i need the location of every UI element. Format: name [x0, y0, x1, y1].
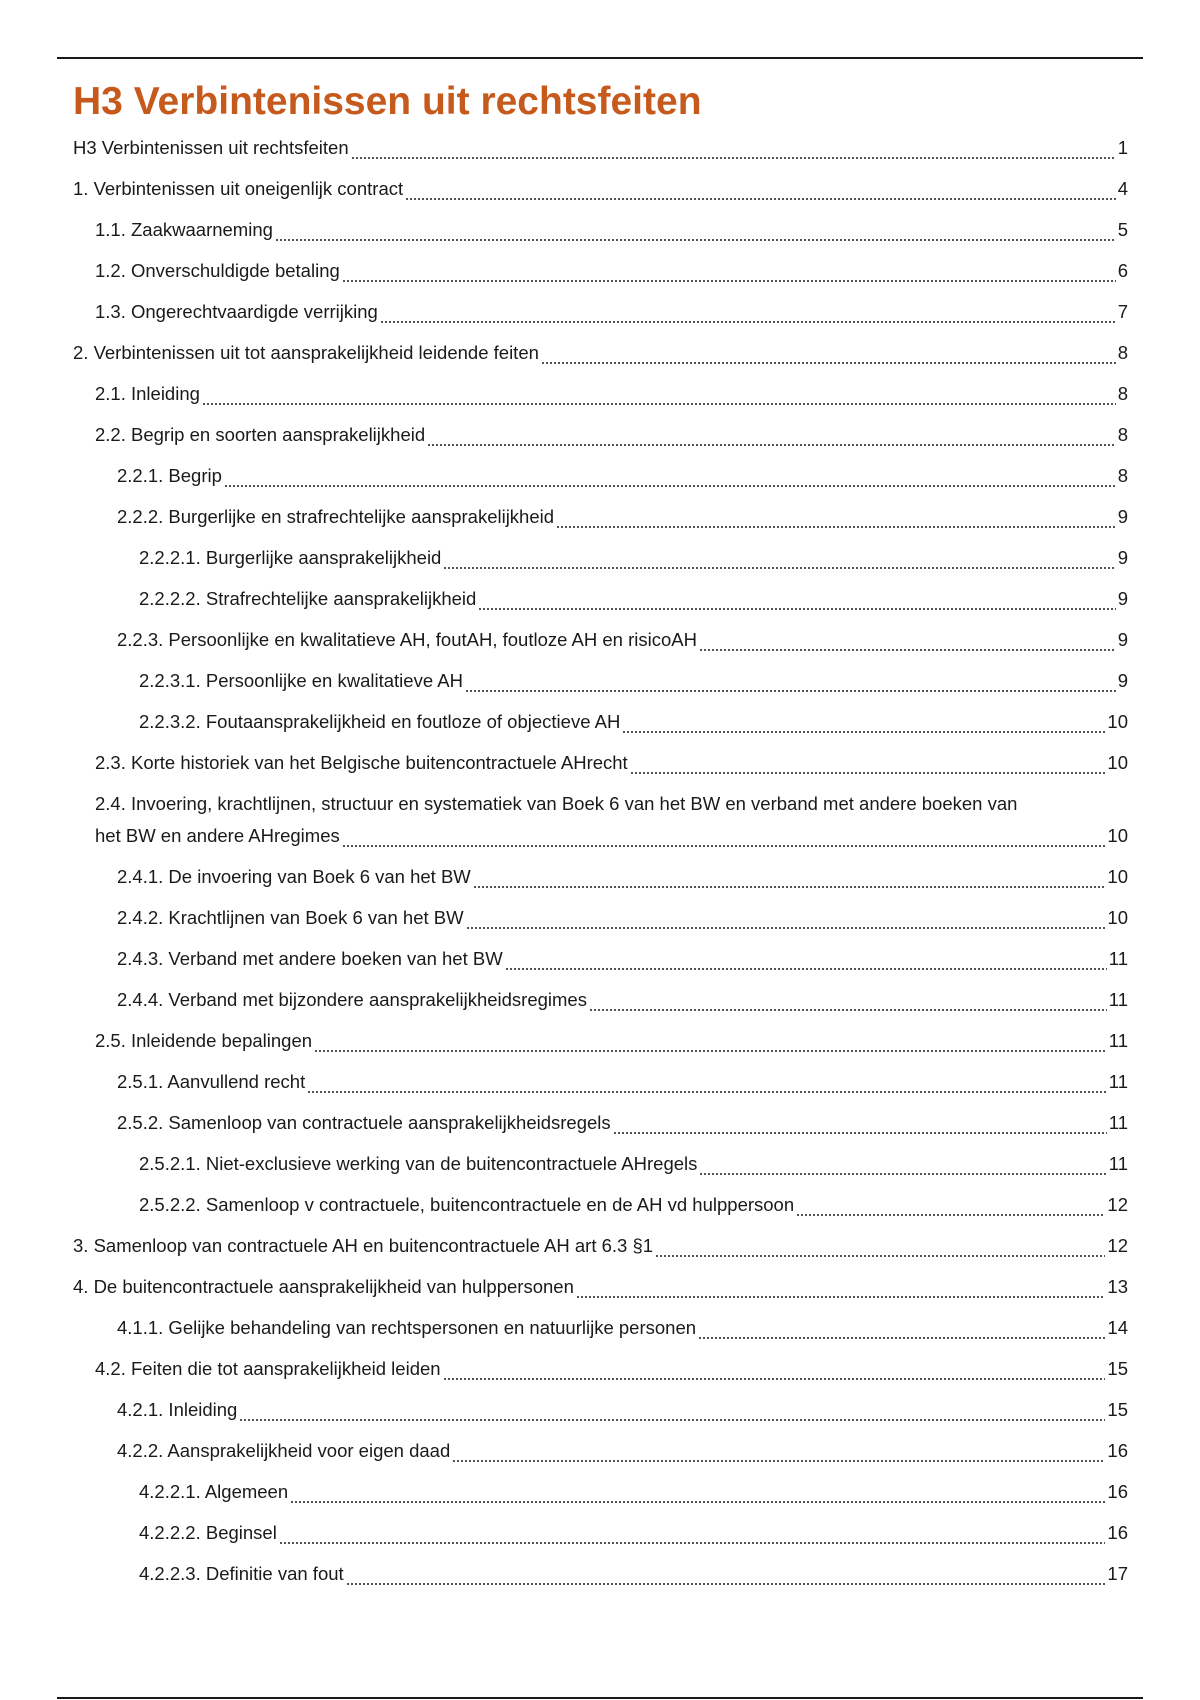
- toc-leader: [427, 419, 1116, 451]
- toc-entry-text: 1.1. Zaakwaarneming: [95, 219, 273, 240]
- toc-leader: [443, 542, 1115, 574]
- toc-leader: [698, 1312, 1105, 1344]
- toc-leader: [699, 1148, 1106, 1180]
- toc-page-number: 8: [1117, 383, 1128, 404]
- toc-entry[interactable]: [73, 984, 1128, 1016]
- toc-entry[interactable]: [73, 1435, 1128, 1467]
- toc-page-number: 9: [1117, 547, 1128, 568]
- toc-leader: [452, 1435, 1105, 1467]
- toc-entry[interactable]: [73, 337, 1128, 369]
- toc-entry-text: 3. Samenloop van contractuele AH en buitencontractuele AH art 6.3 §1: [73, 1235, 654, 1256]
- toc-page-number: 11: [1108, 948, 1128, 969]
- toc-leader: [576, 1271, 1106, 1303]
- toc-leader: [613, 1107, 1107, 1139]
- toc-page-number: 11: [1108, 1112, 1128, 1133]
- toc-entry[interactable]: [73, 132, 1128, 164]
- toc-entry[interactable]: [73, 1558, 1128, 1590]
- toc-entry[interactable]: [73, 173, 1128, 205]
- toc-page-number: 9: [1117, 670, 1128, 691]
- table-of-contents: [73, 132, 1128, 1599]
- toc-page-number: 9: [1117, 588, 1128, 609]
- toc-leader: [622, 706, 1105, 738]
- toc-entry-text: 1.3. Ongerechtvaardigde verrijking: [95, 301, 378, 322]
- toc-page-number: 9: [1117, 506, 1128, 527]
- toc-entry-text: 2.2.3. Persoonlijke en kwalitatieve AH, foutAH, foutloze AH en risicoAH: [117, 629, 697, 650]
- toc-entry-text-continued: het BW en andere AHregimes: [95, 825, 340, 846]
- toc-entry-text: 2.5.2. Samenloop van contractuele aansprakelijkheidsregels: [117, 1112, 611, 1133]
- toc-entry-text: 2.5.2.1. Niet-exclusieve werking van de buitencontractuele AHregels: [139, 1153, 698, 1174]
- toc-leader: [380, 296, 1116, 328]
- toc-page-number: 8: [1117, 342, 1128, 363]
- toc-leader: [290, 1476, 1105, 1508]
- toc-entry-text: 2.2.2.1. Burgerlijke aansprakelijkheid: [139, 547, 442, 568]
- bottom-rule: [57, 1697, 1143, 1699]
- toc-entry-text: 4.2.2. Aansprakelijkheid voor eigen daad: [117, 1440, 451, 1461]
- toc-entry[interactable]: [73, 296, 1128, 328]
- toc-entry[interactable]: [73, 1025, 1128, 1057]
- toc-page-number: 15: [1107, 1399, 1128, 1420]
- toc-page-number: 17: [1107, 1563, 1128, 1584]
- toc-page-number: 1: [1117, 137, 1128, 158]
- toc-entry[interactable]: [73, 1230, 1128, 1262]
- toc-page-number: 10: [1107, 907, 1128, 928]
- toc-page-number: 7: [1117, 301, 1128, 322]
- toc-entry-text: 2.3. Korte historiek van het Belgische buitencontractuele AHrecht: [95, 752, 628, 773]
- toc-leader: [478, 583, 1115, 615]
- toc-entry[interactable]: [73, 1189, 1128, 1221]
- toc-entry-text: 4.2. Feiten die tot aansprakelijkheid leiden: [95, 1358, 441, 1379]
- toc-entry-text: 2.2.1. Begrip: [117, 465, 222, 486]
- toc-entry[interactable]: [73, 1517, 1128, 1549]
- toc-entry[interactable]: [73, 706, 1128, 738]
- toc-entry[interactable]: [73, 902, 1128, 934]
- toc-leader: [556, 501, 1116, 533]
- toc-leader: [699, 624, 1116, 656]
- toc-page-number: 12: [1107, 1194, 1128, 1215]
- toc-entry-text: 2.4.1. De invoering van Boek 6 van het BW: [117, 866, 471, 887]
- toc-entry-text: H3 Verbintenissen uit rechtsfeiten: [73, 137, 349, 158]
- toc-page-number: 8: [1117, 424, 1128, 445]
- toc-page-number: 16: [1107, 1522, 1128, 1543]
- toc-leader: [239, 1394, 1105, 1426]
- toc-leader: [224, 460, 1116, 492]
- toc-entry-text: 2.1. Inleiding: [95, 383, 200, 404]
- toc-entry-text: 2.4.3. Verband met andere boeken van het BW: [117, 948, 503, 969]
- toc-entry-text: 4. De buitencontractuele aansprakelijkheid van hulppersonen: [73, 1276, 574, 1297]
- toc-leader: [314, 1025, 1107, 1057]
- toc-entry[interactable]: [73, 214, 1128, 246]
- toc-entry[interactable]: [73, 1107, 1128, 1139]
- toc-page-number: 8: [1117, 465, 1128, 486]
- toc-leader: [630, 747, 1106, 779]
- toc-leader: [342, 255, 1116, 287]
- toc-page-number: 12: [1107, 1235, 1128, 1256]
- toc-leader: [466, 902, 1106, 934]
- toc-entry[interactable]: [73, 1394, 1128, 1426]
- toc-entry[interactable]: [73, 1312, 1128, 1344]
- toc-entry-text: 2.2.2.2. Strafrechtelijke aansprakelijkheid: [139, 588, 477, 609]
- toc-entry[interactable]: [73, 542, 1128, 574]
- page-title: H3 Verbintenissen uit rechtsfeiten: [73, 80, 702, 123]
- toc-entry[interactable]: [73, 378, 1128, 410]
- toc-entry[interactable]: [73, 624, 1128, 656]
- toc-entry-text: 4.1.1. Gelijke behandeling van rechtspersonen en natuurlijke personen: [117, 1317, 697, 1338]
- toc-leader: [541, 337, 1116, 369]
- toc-page-number: 10: [1107, 711, 1128, 732]
- toc-entry-text: 2.2.3.1. Persoonlijke en kwalitatieve AH: [139, 670, 463, 691]
- toc-entry-text: 2. Verbintenissen uit tot aansprakelijkheid leidende feiten: [73, 342, 539, 363]
- toc-page-number: 11: [1108, 1153, 1128, 1174]
- toc-entry-text: 2.4.2. Krachtlijnen van Boek 6 van het BW: [117, 907, 464, 928]
- toc-leader: [351, 132, 1116, 164]
- toc-entry-text: 2.5.1. Aanvullend recht: [117, 1071, 306, 1092]
- toc-entry-text: 4.2.1. Inleiding: [117, 1399, 238, 1420]
- toc-entry[interactable]: [73, 1148, 1128, 1180]
- toc-entry-text: 2.2.3.2. Foutaansprakelijkheid en foutloze of objectieve AH: [139, 711, 621, 732]
- toc-page-number: 14: [1107, 1317, 1128, 1338]
- toc-page-number: 10: [1107, 866, 1128, 887]
- toc-entry[interactable]: [73, 255, 1128, 287]
- top-rule: [57, 57, 1143, 59]
- toc-entry[interactable]: [73, 1066, 1128, 1098]
- toc-leader: [589, 984, 1107, 1016]
- toc-entry-text: 2.5.2.2. Samenloop v contractuele, buitencontractuele en de AH vd hulppersoon: [139, 1194, 795, 1215]
- toc-page-number: 10: [1107, 752, 1128, 773]
- toc-entry[interactable]: [73, 788, 1128, 852]
- toc-entry-text: 4.2.2.3. Definitie van fout: [139, 1563, 344, 1584]
- toc-page-number: 15: [1107, 1358, 1128, 1379]
- toc-entry[interactable]: [73, 943, 1128, 975]
- toc-entry-text: 4.2.2.1. Algemeen: [139, 1481, 289, 1502]
- toc-leader: [346, 1558, 1106, 1590]
- toc-page-number: 16: [1107, 1481, 1128, 1502]
- toc-entry-text: 2.5. Inleidende bepalingen: [95, 1030, 313, 1051]
- toc-entry[interactable]: [73, 1271, 1128, 1303]
- toc-entry-text: 2.4.4. Verband met bijzondere aansprakelijkheidsregimes: [117, 989, 587, 1010]
- toc-entry-text: 1.2. Onverschuldigde betaling: [95, 260, 340, 281]
- toc-page-number: 11: [1108, 1030, 1128, 1051]
- toc-page-number: 10: [1107, 825, 1128, 846]
- toc-entry-text: 2.2. Begrip en soorten aansprakelijkheid: [95, 424, 426, 445]
- toc-entry[interactable]: [73, 665, 1128, 697]
- toc-page-number: 11: [1108, 1071, 1128, 1092]
- toc-leader: [342, 820, 1106, 852]
- toc-leader: [505, 943, 1107, 975]
- toc-leader: [405, 173, 1116, 205]
- toc-entry[interactable]: [73, 583, 1128, 615]
- toc-entry[interactable]: [73, 747, 1128, 779]
- toc-leader: [202, 378, 1116, 410]
- toc-leader: [473, 861, 1106, 893]
- toc-entry-text: 1. Verbintenissen uit oneigenlijk contract: [73, 178, 404, 199]
- toc-leader: [275, 214, 1116, 246]
- toc-leader: [796, 1189, 1105, 1221]
- toc-page-number: 4: [1117, 178, 1128, 199]
- toc-leader: [655, 1230, 1105, 1262]
- toc-entry[interactable]: [73, 460, 1128, 492]
- toc-entry-text: 2.2.2. Burgerlijke en strafrechtelijke aansprakelijkheid: [117, 506, 555, 527]
- toc-leader: [307, 1066, 1107, 1098]
- toc-entry-text: 2.4. Invoering, krachtlijnen, structuur en systematiek van Boek 6 van het BW en verband met andere boeken van: [95, 793, 1018, 814]
- toc-entry[interactable]: [73, 1353, 1128, 1385]
- toc-entry[interactable]: [73, 419, 1128, 451]
- toc-page-number: 5: [1117, 219, 1128, 240]
- toc-page-number: 11: [1108, 989, 1128, 1010]
- toc-page-number: 13: [1107, 1276, 1128, 1297]
- toc-entry-text: 4.2.2.2. Beginsel: [139, 1522, 277, 1543]
- toc-entry[interactable]: [73, 501, 1128, 533]
- toc-leader: [465, 665, 1116, 697]
- toc-page-number: 6: [1117, 260, 1128, 281]
- toc-page-number: 16: [1107, 1440, 1128, 1461]
- toc-entry[interactable]: [73, 1476, 1128, 1508]
- toc-page-number: 9: [1117, 629, 1128, 650]
- toc-leader: [279, 1517, 1106, 1549]
- toc-entry[interactable]: [73, 861, 1128, 893]
- toc-leader: [443, 1353, 1106, 1385]
